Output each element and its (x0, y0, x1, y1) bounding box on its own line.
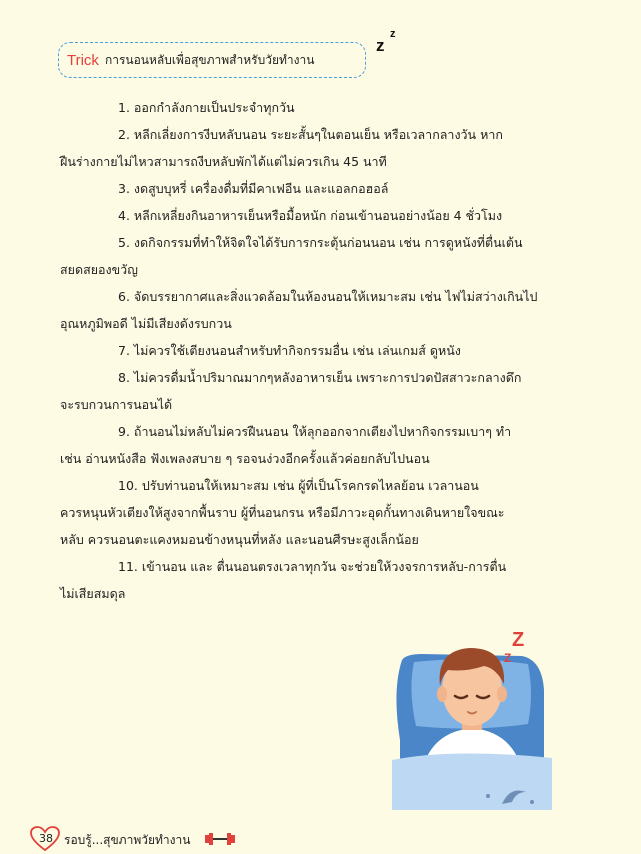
page-title: การนอนหลับเพื่อสุขภาพสำหรับวัยทำงาน (104, 52, 315, 67)
tip-line: 8. ไม่ควรดื่มน้ำปริมาณมากๆหลังอาหารเย็น เพราะการปวดปัสสาวะกลางดึก (118, 370, 522, 385)
tip-item (60, 283, 582, 337)
tip-item (60, 202, 582, 229)
tip-line: 4. หลีกเหลี่ยงกินอาหารเย็นหรือมื้อหนัก ก่อนเข้านอนอย่างน้อย 4 ชั่วโมง (118, 208, 503, 223)
tip-item (60, 121, 582, 175)
tips-list (60, 94, 582, 607)
footer-title: รอบรู้...สุขภาพวัยทำงาน (64, 833, 191, 847)
zz-small: z (390, 28, 396, 40)
dumbbell-icon (204, 832, 236, 846)
tip-line: สยดสยองขวัญ (60, 262, 138, 277)
tip-item (60, 94, 582, 121)
title-box (58, 42, 366, 78)
tip-line: 11. เข้านอน และ ตื่นนอนตรงเวลาทุกวัน จะช่วยให้วงจรการหลับ-การตื่น (118, 559, 507, 574)
tip-item (60, 472, 582, 553)
tip-line: อุณหภูมิพอดี ไม่มีเสียงดังรบกวน (60, 316, 232, 331)
tip-line: 1. ออกกำลังกายเป็นประจำทุกวัน (118, 100, 295, 115)
tip-line: เช่น อ่านหนังสือ ฟังเพลงสบาย ๆ รอจนง่วงอีกครั้งแล้วค่อยกลับไปนอน (60, 451, 430, 466)
sleeping-man-illustration (392, 620, 552, 810)
tip-item (60, 553, 582, 607)
tip-line: 10. ปรับท่านอนให้เหมาะสม เช่น ผู้ที่เป็นโรคกรดไหลย้อน เวลานอน (118, 478, 479, 493)
zz-big: z (376, 36, 385, 55)
tip-line: ควรหนุนหัวเตียงให้สูงจากพื้นราบ ผู้ที่นอนกรน หรือมีภาวะอุดกั้นทางเดินหายใจขณะ (60, 505, 505, 520)
footer (30, 826, 250, 852)
tip-line: 9. ถ้านอนไม่หลับไม่ควรฝืนนอน ให้ลุกออกจากเตียงไปหากิจกรรมเบาๆ ทำ (118, 424, 512, 439)
sleep-z-big: Z (512, 629, 525, 651)
tip-line: 2. หลีกเลี่ยงการงีบหลับนอน ระยะสั้นๆในตอนเย็น หรือเวลากลางวัน หาก (118, 127, 503, 142)
tip-line: 7. ไม่ควรใช้เตียงนอนสำหรับทำกิจกรรมอื่น เช่น เล่นเกมส์ ดูหนัง (118, 343, 461, 358)
trick-label: Trick (67, 51, 99, 69)
tip-line: 6. จัดบรรยากาศและสิ่งแวดล้อมในห้องนอนให้เหมาะสม เช่น ไฟไม่สว่างเกินไป (118, 289, 538, 304)
tip-line: 5. งดกิจกรรมที่ทำให้จิตใจได้รับการกระตุ้นก่อนนอน เช่น การดูหนังที่ตื่นเต้น (118, 235, 523, 250)
tip-item (60, 337, 582, 364)
tip-line: ฝืนร่างกายไม่ไหวสามารถงีบหลับพักได้แต่ไม่ควรเกิน 45 นาที (60, 154, 387, 169)
tip-line: 3. งดสูบบุหรี่ เครื่องดื่มที่มีคาเฟอีน และแอลกอฮอล์ (118, 181, 389, 196)
tip-line: ไม่เสียสมดุล (60, 586, 126, 601)
tip-item (60, 175, 582, 202)
tip-item (60, 364, 582, 418)
sleep-z-small: Z (504, 651, 512, 665)
tip-line: หลับ ควรนอนตะแคงหมอนข้างหนุนที่หลัง และนอนศีรษะสูงเล็กน้อย (60, 532, 419, 547)
page-number: 38 (39, 832, 53, 845)
tip-line: จะรบกวนการนอนได้ (60, 397, 173, 412)
tip-item (60, 418, 582, 472)
tip-item (60, 229, 582, 283)
